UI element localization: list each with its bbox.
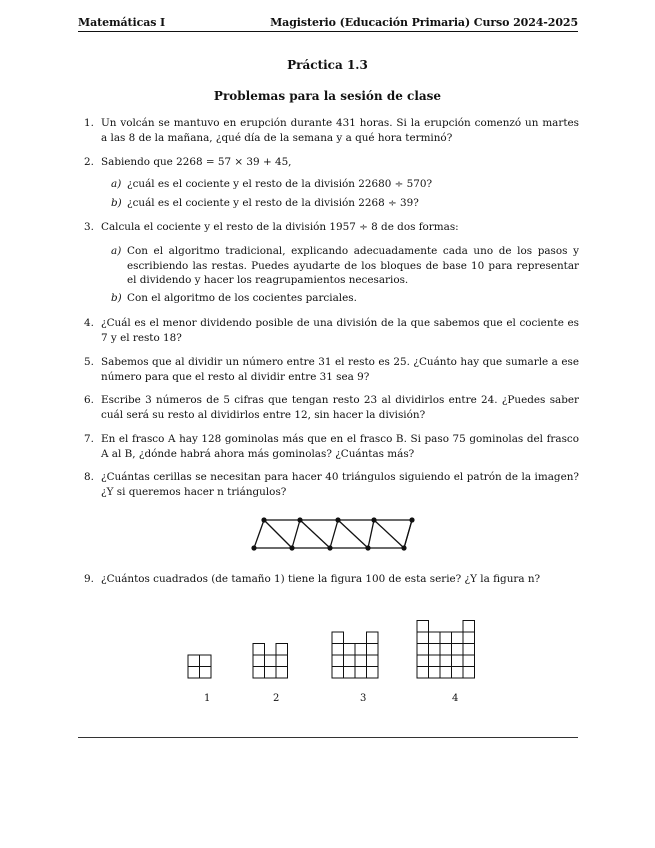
unit-square xyxy=(429,632,441,644)
unit-square xyxy=(429,667,441,679)
unit-square xyxy=(344,655,356,667)
unit-square xyxy=(355,667,367,679)
matchstick xyxy=(254,520,264,548)
unit-square xyxy=(417,621,429,633)
session-title: Problemas para la sesión de clase xyxy=(213,89,442,103)
problem-text: Sabiendo que 2268 = 57 × 39 + 45, xyxy=(101,156,292,168)
unit-square xyxy=(452,667,464,679)
unit-square xyxy=(463,632,475,644)
problem-text: Escribe 3 números de 5 cifras que tengan resto 23 al dividirlos entre 24. ¿Puedes saber cuál será su resto al dividirlos entre 12, sin hacer la división? xyxy=(101,394,579,421)
subitem-label: a) xyxy=(111,178,122,190)
problem-number: 9. xyxy=(84,573,94,585)
unit-square xyxy=(429,644,441,656)
match-head xyxy=(371,517,376,522)
square-figures-series xyxy=(0,590,655,710)
matchstick xyxy=(330,520,338,548)
match-head xyxy=(327,545,332,550)
problem-text: ¿Cuántos cuadrados (de tamaño 1) tiene la figura 100 de esta serie? ¿Y la figura n? xyxy=(101,573,541,585)
matchstick xyxy=(292,520,300,548)
practice-title: Práctica 1.3 xyxy=(287,58,368,72)
figure-label-1: 1 xyxy=(204,693,211,704)
unit-square xyxy=(253,644,265,656)
subitem-text: Con el algoritmo de los cocientes parciales. xyxy=(127,292,357,304)
problem-text: ¿Cuántas cerillas se necesitan para hacer 40 triángulos siguiendo el patrón de la imagen? ¿Y si queremos hacer n triángulos? xyxy=(101,471,579,498)
match-head xyxy=(335,517,340,522)
unit-square xyxy=(276,667,288,679)
problem-6 xyxy=(84,393,579,422)
unit-square xyxy=(188,655,200,667)
problem-number: 3. xyxy=(84,221,94,233)
subitem-text: ¿cuál es el cociente y el resto de la división 2268 ÷ 39? xyxy=(127,197,419,209)
unit-square xyxy=(253,655,265,667)
unit-square xyxy=(332,632,344,644)
problem-2 xyxy=(84,155,579,170)
problem-number: 5. xyxy=(84,356,94,368)
unit-square xyxy=(452,644,464,656)
unit-square xyxy=(417,632,429,644)
unit-square xyxy=(440,644,452,656)
unit-square xyxy=(276,655,288,667)
header-rule xyxy=(78,31,578,32)
figure-label-2: 2 xyxy=(273,693,280,704)
unit-square xyxy=(463,655,475,667)
problem-9 xyxy=(84,572,579,587)
problem-7 xyxy=(84,432,579,461)
unit-square xyxy=(440,667,452,679)
unit-square xyxy=(463,667,475,679)
problem-number: 8. xyxy=(84,471,94,483)
problem-number: 2. xyxy=(84,156,94,168)
figure-label-4: 4 xyxy=(452,693,459,704)
problem-text: Calcula el cociente y el resto de la división 1957 ÷ 8 de dos formas: xyxy=(101,221,459,233)
unit-square xyxy=(440,632,452,644)
problem-2a xyxy=(111,177,579,192)
unit-square xyxy=(265,655,277,667)
unit-square xyxy=(332,655,344,667)
problem-8 xyxy=(84,470,579,499)
problem-3 xyxy=(84,220,579,235)
matchstick-triangle-pattern xyxy=(240,512,440,556)
match-head xyxy=(297,517,302,522)
problem-3b xyxy=(111,291,579,306)
unit-square xyxy=(429,655,441,667)
unit-square xyxy=(367,655,379,667)
problem-text: En el frasco A hay 128 gominolas más que en el frasco B. Si paso 75 gominolas del frasco A al B, ¿dónde habrá ahora más gominolas? ¿Cuántas más? xyxy=(101,433,579,460)
problem-number: 6. xyxy=(84,394,94,406)
figure-label-3: 3 xyxy=(360,693,367,704)
header-program: Magisterio (Educación Primaria) Curso 2024-2025 xyxy=(270,16,578,29)
match-head xyxy=(251,545,256,550)
unit-square xyxy=(265,667,277,679)
unit-square xyxy=(417,667,429,679)
unit-square xyxy=(355,644,367,656)
problem-text: Sabemos que al dividir un número entre 31 el resto es 25. ¿Cuánto hay que sumarle a ese número para que el resto al dividir entre 31 sea 9? xyxy=(101,356,579,383)
match-head xyxy=(409,517,414,522)
unit-square xyxy=(344,667,356,679)
matchstick xyxy=(374,520,404,548)
matchstick xyxy=(338,520,368,548)
unit-square xyxy=(200,667,212,679)
unit-square xyxy=(332,667,344,679)
problem-3a xyxy=(111,244,579,288)
unit-square xyxy=(332,644,344,656)
problem-1 xyxy=(84,116,579,145)
match-head xyxy=(289,545,294,550)
match-head xyxy=(261,517,266,522)
unit-square xyxy=(417,644,429,656)
problem-2b xyxy=(111,196,579,211)
unit-square xyxy=(452,632,464,644)
unit-square xyxy=(253,667,265,679)
matchstick xyxy=(264,520,292,548)
subitem-text: ¿cuál es el cociente y el resto de la división 22680 ÷ 570? xyxy=(127,178,433,190)
problem-number: 4. xyxy=(84,317,94,329)
matchstick xyxy=(300,520,330,548)
problem-number: 7. xyxy=(84,433,94,445)
subitem-label: b) xyxy=(111,197,122,209)
unit-square xyxy=(417,655,429,667)
unit-square xyxy=(367,667,379,679)
subitem-label: b) xyxy=(111,292,122,304)
unit-square xyxy=(452,655,464,667)
subitem-text: Con el algoritmo tradicional, explicando adecuadamente cada uno de los pasos y escribiendo las restas. Puedes ayudarte de los bloques de base 10 para representar el dividendo y hacer los reagrupamientos necesarios. xyxy=(127,245,579,286)
unit-square xyxy=(367,632,379,644)
unit-square xyxy=(276,644,288,656)
problem-text: Un volcán se mantuvo en erupción durante 431 horas. Si la erupción comenzó un martes a las 8 de la mañana, ¿qué día de la semana y a qué hora terminó? xyxy=(101,117,579,144)
problem-4 xyxy=(84,316,579,345)
problem-5 xyxy=(84,355,579,384)
unit-square xyxy=(440,655,452,667)
subitem-label: a) xyxy=(111,245,122,257)
problem-number: 1. xyxy=(84,117,94,129)
match-head xyxy=(365,545,370,550)
matchstick xyxy=(368,520,374,548)
unit-square xyxy=(463,644,475,656)
unit-square xyxy=(188,667,200,679)
unit-square xyxy=(355,655,367,667)
match-head xyxy=(401,545,406,550)
unit-square xyxy=(344,644,356,656)
page-header xyxy=(78,16,578,29)
footer-rule xyxy=(78,737,578,738)
unit-square xyxy=(367,644,379,656)
header-course: Matemáticas I xyxy=(78,16,166,29)
problem-text: ¿Cuál es el menor dividendo posible de una división de la que sabemos que el cociente es 7 y el resto 18? xyxy=(101,317,579,344)
unit-square xyxy=(200,655,212,667)
unit-square xyxy=(463,621,475,633)
matchstick xyxy=(404,520,412,548)
